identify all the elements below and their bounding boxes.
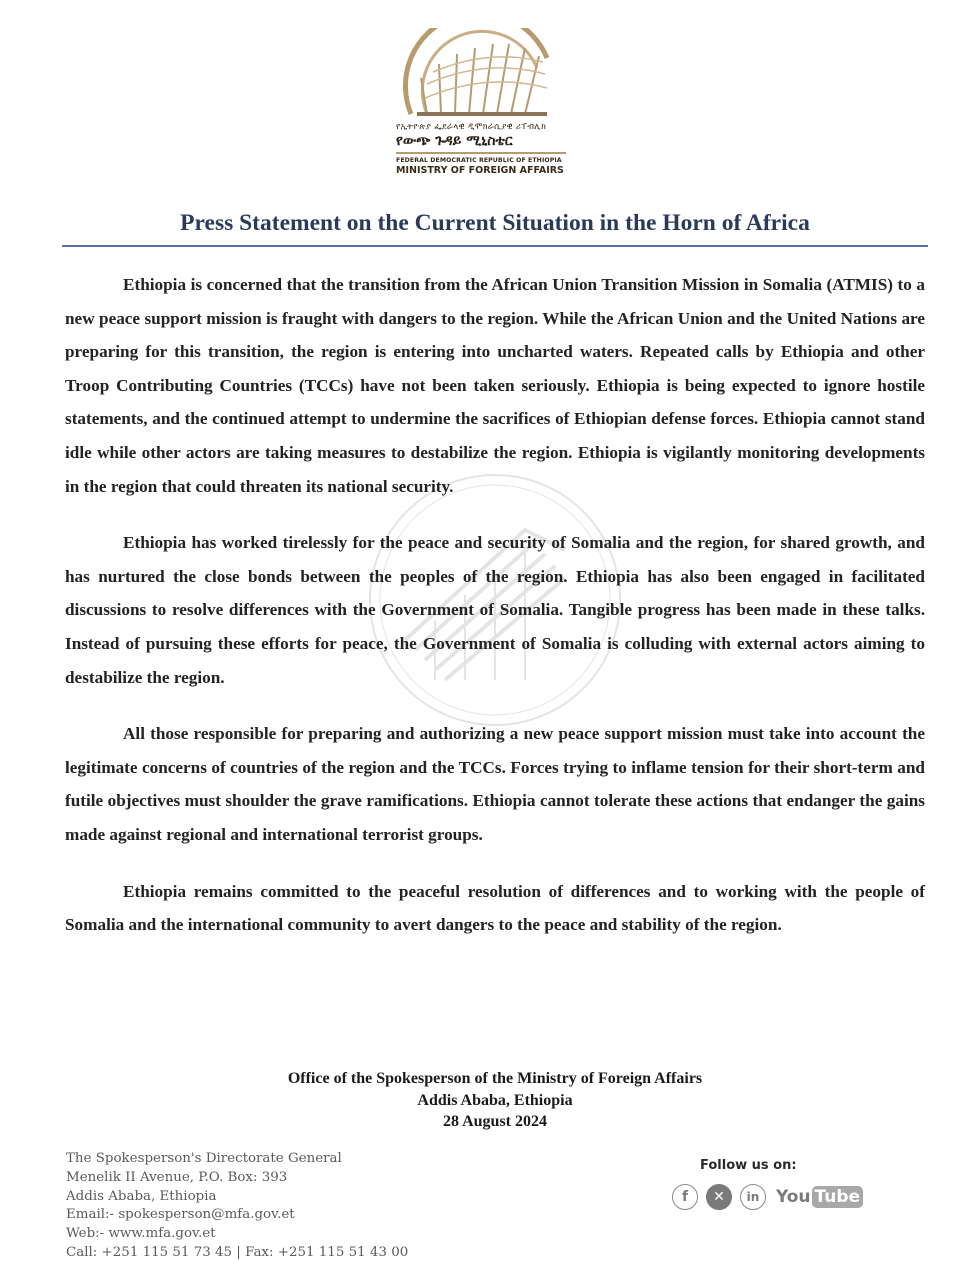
footer-address: Menelik II Avenue, P.O. Box: 393 [66,1169,288,1185]
building-emblem-icon [397,28,569,118]
ministry-logo [388,28,578,176]
paragraph-4: Ethiopia remains committed to the peaceful resolution of differences and to working with the people of Somalia and the international community to avert dangers to the peace and stability of the region. [65,881,925,935]
footer-contact [66,1150,486,1263]
statement-date: 28 August 2024 [442,1113,548,1130]
page-title: Press Statement on the Current Situation in the Horn of Africa [180,210,810,236]
facebook-icon[interactable]: f [672,1184,698,1210]
amharic-country-name: የኢትዮጵያ ፌደራላዊ ዲሞክራሲያዊ ሪፐብሊክ [396,122,547,132]
footer-email[interactable]: Email:- spokesperson@mfa.gov.et [66,1207,295,1223]
footer-phone: Call: +251 115 51 73 45 | Fax: +251 115 51 43 00 [66,1244,409,1260]
x-icon[interactable]: ✕ [706,1184,732,1210]
amharic-ministry-name: የውጭ ጉዳይ ሚኒስቴር [396,133,513,149]
paragraph-2: Ethiopia has worked tirelessly for the peace and security of Somalia and the region, for shared growth, and has nurtured the close bonds between the peoples of the region. Ethiopia has also been engaged in facilitated discussions to resolve differences with the Government of Somalia. Tangible progress has been made in these talks. Instead of pursuing these efforts for peace, the Government of Somalia is colluding with external actors aiming to destabilize the region. [65,533,925,687]
paragraph-3: All those responsible for preparing and authorizing a new peace support mission must take into account the legitimate concerns of countries of the region and the TCCs. Forces trying to inflame tension for their short-term and futile objectives must shoulder the grave ramifications. Ethiopia cannot tolerate these actions that endanger the gains made against regional and international terrorist groups. [65,724,925,844]
paragraph-1: Ethiopia is concerned that the transition from the African Union Transition Mission in Somalia (ATMIS) to a new peace support mission is fraught with dangers to the region. While the African Union and the United Nations are preparing for this transition, the region is entering into uncharted waters. Repeated calls by Ethiopia and other Troop Contributing Countries (TCCs) have not been taken seriously. Ethiopia is being expected to ignore hostile statements, and the continued attempt to undermine the sacrifices of Ethiopian defense forces. Ethiopia cannot stand idle while other actors are taking measures to destabilize the region. Ethiopia is vigilantly monitoring developments in the region that could threaten its national security. [65,275,925,496]
office-city: Addis Ababa, Ethiopia [417,1091,573,1109]
english-country-name: FEDERAL DEMOCRATIC REPUBLIC OF ETHIOPIA [396,156,562,164]
logo-divider [396,152,566,154]
english-ministry-name: MINISTRY OF FOREIGN AFFAIRS [396,164,564,176]
footer-city: Addis Ababa, Ethiopia [66,1188,217,1204]
title-divider [62,245,928,247]
youtube-you-text: You [776,1187,811,1207]
office-name: Office of the Spokesperson of the Ministry of Foreign Affairs [287,1070,703,1087]
youtube-icon[interactable] [776,1186,863,1208]
follow-us-label: Follow us on: [700,1158,797,1173]
statement-body [65,268,925,965]
footer-directorate: The Spokesperson's Directorate General [66,1151,342,1166]
signature-block [62,1068,928,1133]
youtube-tube-text: Tube [812,1186,864,1208]
linkedin-icon[interactable]: in [740,1184,766,1210]
footer-web[interactable]: Web:- www.mfa.gov.et [66,1226,216,1242]
social-links [672,1184,863,1210]
